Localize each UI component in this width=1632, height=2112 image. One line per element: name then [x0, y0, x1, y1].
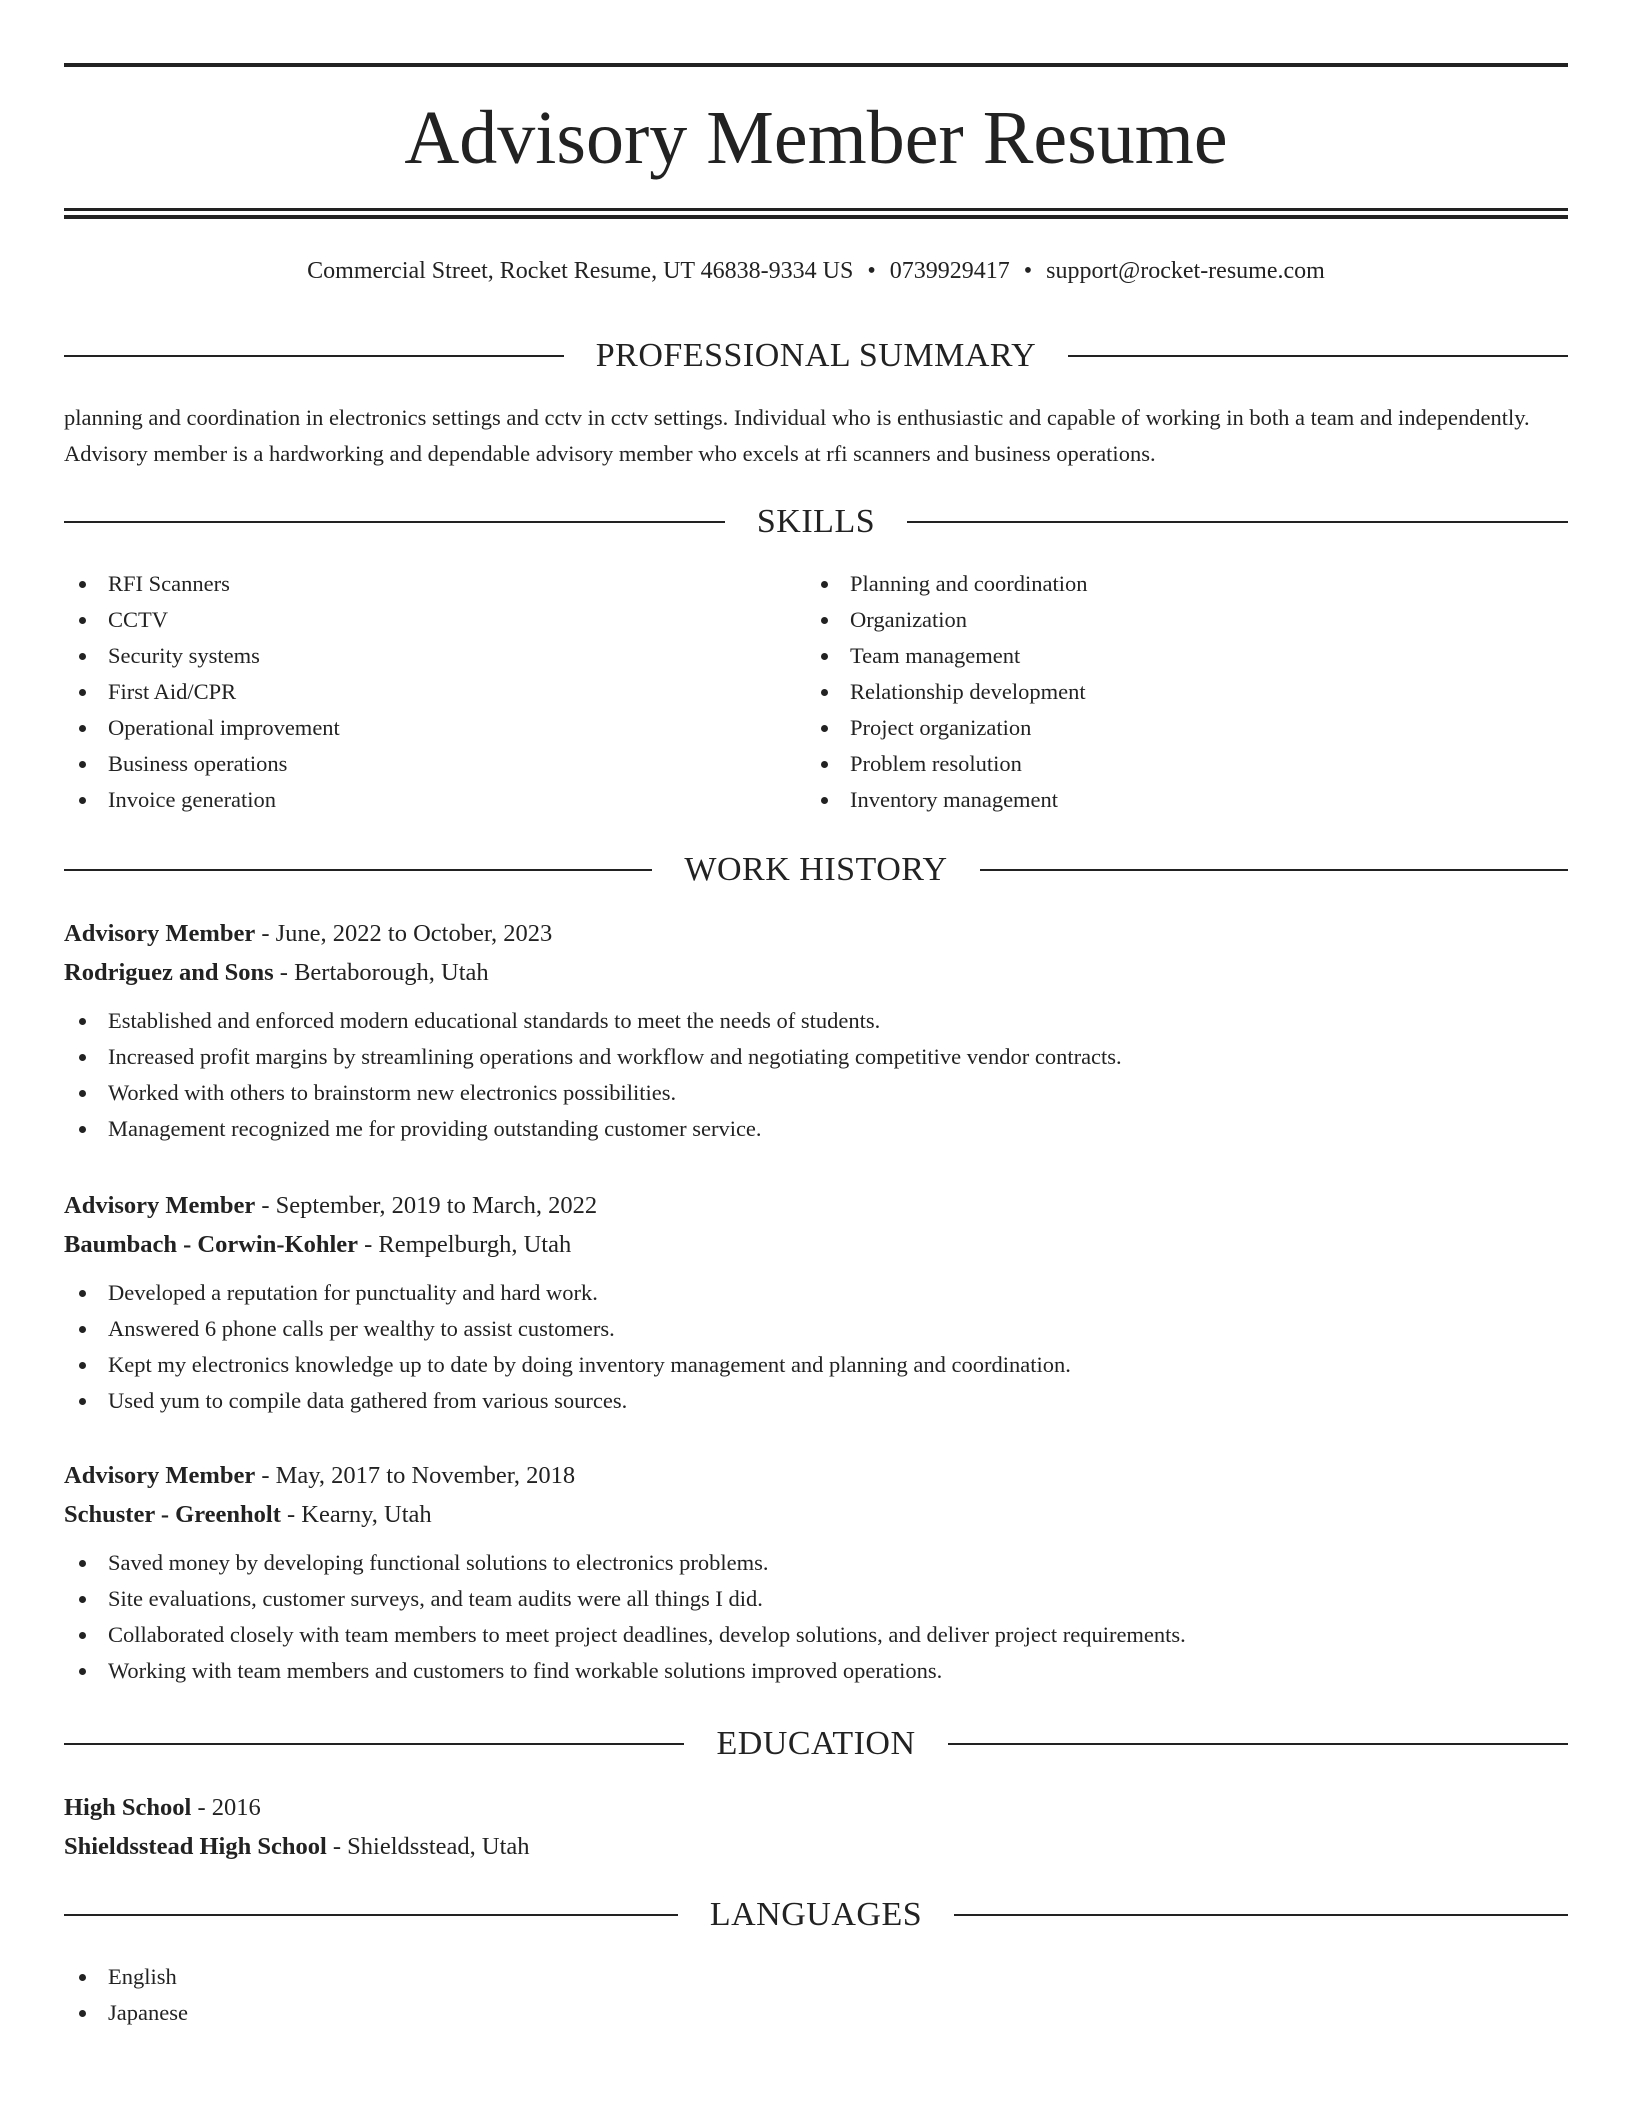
education-entry: [64, 1788, 1568, 1866]
summary-text: planning and coordination in electronics settings and cctv in cctv settings. Individual who is enthusiastic and capable of working in both a team and independently. Advisory member is a hardworking and dependable advisory member who excels at rfi scanners and business operations.: [64, 405, 1530, 466]
job-company-line: [64, 953, 1568, 992]
skill-item: Project organization: [806, 710, 1087, 746]
job-bullet: Worked with others to brainstorm new electronics possibilities.: [64, 1075, 1568, 1111]
section-rule: [954, 1914, 1568, 1916]
job-title-line: [64, 914, 1568, 953]
job-bullet: Kept my electronics knowledge up to date by doing inventory management and planning and coordination.: [64, 1347, 1568, 1383]
education-degree: High School: [64, 1794, 192, 1821]
education-degree-line: [64, 1788, 1568, 1827]
job-location: - Kearny, Utah: [280, 1501, 432, 1528]
title-rule-upper: [64, 208, 1568, 211]
section-rule: [948, 1743, 1568, 1745]
job-entry: [64, 1456, 1568, 1689]
section-header-education: [64, 1722, 1568, 1766]
skill-item: Inventory management: [806, 782, 1087, 818]
section-rule: [64, 869, 652, 871]
job-bullet: Collaborated closely with team members to meet project deadlines, develop solutions, and deliver project requirements.: [64, 1617, 1568, 1653]
education-school: Shieldsstead High School: [64, 1833, 327, 1860]
skill-item: CCTV: [64, 602, 340, 638]
skill-item: Operational improvement: [64, 710, 340, 746]
language-item: Japanese: [64, 1995, 188, 2031]
job-company-line: [64, 1495, 1568, 1534]
job-bullet: Used yum to compile data gathered from various sources.: [64, 1383, 1568, 1419]
section-rule: [980, 869, 1568, 871]
job-title-line: [64, 1186, 1568, 1225]
skill-item: Business operations: [64, 746, 340, 782]
section-header-summary: [64, 334, 1568, 378]
section-rule: [64, 1914, 678, 1916]
skill-item: RFI Scanners: [64, 566, 340, 602]
section-header-languages: [64, 1893, 1568, 1937]
job-entry: [64, 914, 1568, 1147]
section-title-skills: SKILLS: [756, 503, 876, 540]
skills-list-right: [806, 566, 1087, 818]
job-company: Baumbach - Corwin-Kohler: [64, 1231, 358, 1258]
job-bullet: Management recognized me for providing outstanding customer service.: [64, 1111, 1568, 1147]
skill-item: Relationship development: [806, 674, 1087, 710]
skill-item: Team management: [806, 638, 1087, 674]
education-location: - Shieldsstead, Utah: [326, 1833, 530, 1860]
section-rule: [64, 355, 564, 357]
section-rule: [64, 521, 725, 523]
section-rule: [64, 1743, 684, 1745]
job-bullet: Developed a reputation for punctuality and hard work.: [64, 1275, 1568, 1311]
job-bullets: [64, 1275, 1568, 1419]
section-title-summary: PROFESSIONAL SUMMARY: [595, 337, 1037, 374]
job-bullet: Working with team members and customers to find workable solutions improved operations.: [64, 1653, 1568, 1689]
job-company: Schuster - Greenholt: [64, 1501, 281, 1528]
job-bullet: Established and enforced modern educational standards to meet the needs of students.: [64, 1003, 1568, 1039]
job-entry: [64, 1186, 1568, 1419]
section-title-languages: LANGUAGES: [709, 1896, 923, 1933]
job-company: Rodriguez and Sons: [64, 959, 274, 986]
job-title-line: [64, 1456, 1568, 1495]
skill-item: First Aid/CPR: [64, 674, 340, 710]
job-title: Advisory Member: [64, 920, 256, 947]
education-year: - 2016: [191, 1794, 261, 1821]
contact-line: [64, 254, 1568, 288]
job-location: - Rempelburgh, Utah: [358, 1231, 572, 1258]
resume-title: Advisory Member Resume: [404, 96, 1228, 180]
contact-email: support@rocket-resume.com: [1046, 258, 1325, 284]
section-rule: [907, 521, 1568, 523]
language-item: English: [64, 1959, 188, 1995]
title-rule-lower: [64, 215, 1568, 219]
job-bullet: Site evaluations, customer surveys, and team audits were all things I did.: [64, 1581, 1568, 1617]
section-header-work: [64, 848, 1568, 892]
section-title-work: WORK HISTORY: [684, 851, 948, 888]
job-bullet: Saved money by developing functional solutions to electronics problems.: [64, 1545, 1568, 1581]
job-title: Advisory Member: [64, 1462, 256, 1489]
section-header-skills: [64, 500, 1568, 544]
skills-list-left: [64, 566, 340, 818]
skill-item: Security systems: [64, 638, 340, 674]
top-rule: [64, 63, 1568, 67]
job-dates: - May, 2017 to November, 2018: [255, 1462, 576, 1489]
job-dates: - September, 2019 to March, 2022: [255, 1192, 598, 1219]
job-bullets: [64, 1003, 1568, 1147]
skill-item: Problem resolution: [806, 746, 1087, 782]
job-title: Advisory Member: [64, 1192, 256, 1219]
job-dates: - June, 2022 to October, 2023: [255, 920, 553, 947]
job-location: - Bertaborough, Utah: [273, 959, 489, 986]
education-school-line: [64, 1827, 1568, 1866]
job-company-line: [64, 1225, 1568, 1264]
languages-list: [64, 1959, 188, 2031]
contact-separator: •: [867, 258, 876, 284]
contact-phone: 0739929417: [889, 258, 1010, 284]
section-title-education: EDUCATION: [716, 1725, 916, 1762]
job-bullets: [64, 1545, 1568, 1689]
skill-item: Invoice generation: [64, 782, 340, 818]
contact-separator: •: [1023, 258, 1033, 284]
section-rule: [1068, 355, 1568, 357]
skill-item: Planning and coordination: [806, 566, 1087, 602]
skill-item: Organization: [806, 602, 1087, 638]
contact-address: Commercial Street, Rocket Resume, UT 46838-9334 US: [307, 258, 854, 284]
job-bullet: Increased profit margins by streamlining operations and workflow and negotiating competitive vendor contracts.: [64, 1039, 1568, 1075]
job-bullet: Answered 6 phone calls per wealthy to assist customers.: [64, 1311, 1568, 1347]
